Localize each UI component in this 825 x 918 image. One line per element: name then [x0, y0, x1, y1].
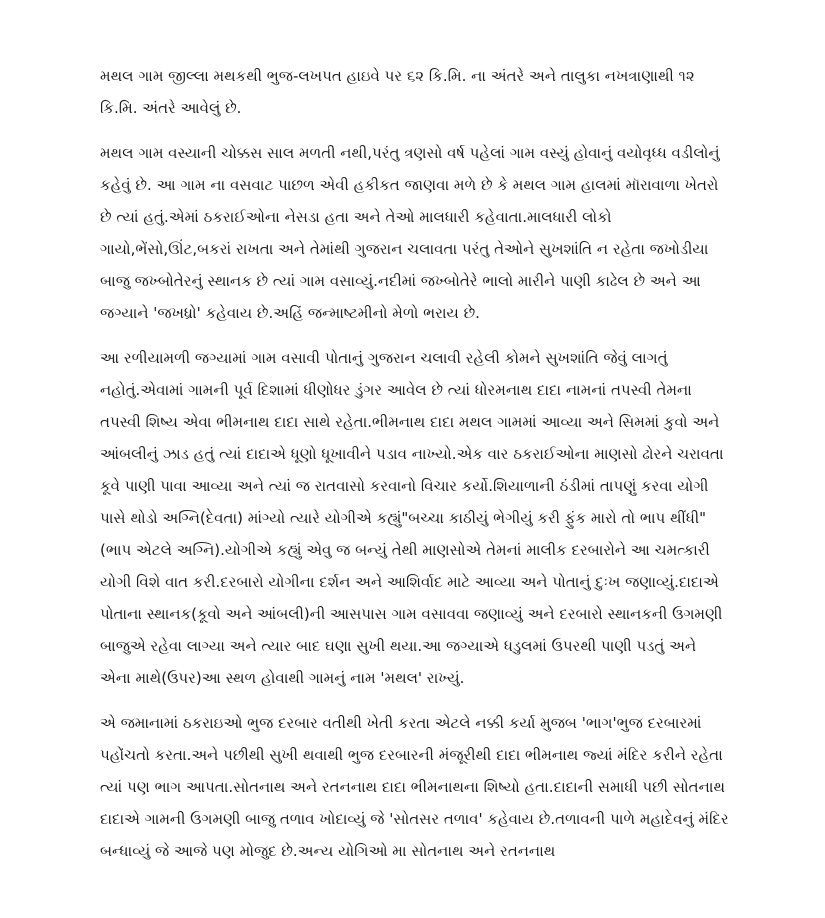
paragraph-history: મથલ ગામ વસ્યાની ચોક્કસ સાલ મળતી નથી,પરંતુ ત્રણસો વર્ષ પહેલાં ગામ વસ્યું હોવાનું વયોવૃધ્ધ વડીલોનું કહેવું છે. આ ગામ ના વસવાટ પાછળ એવી હકીકત જાણવા મળે છે કે મથલ ગામ હાલમાં મૉરાવાળા ખેતરો છે ત્યાં હતું.એમાં ઠકરાઈઓના નેસડા હતા અને તેઓ માલધારી કહેવાતા.માલધારી લોકો ગાયો,ભેંસો,ઊંટ,બકરાં રાખતા અને તેમાંથી ગુજરાન ચલાવતા પરંતુ તેઓને સુખશાંતિ ન રહેતા જખોડીયા બાજુ જખ્બોતેરનું સ્થાનક છે ત્યાં ગામ વસાવ્યું.નદીમાં જખ્બોતેરે ભાલો મારીને પાણી કાઢેલ છે અને આ જગ્યાને 'જખધ્રો' કહેવાય છે.અહિં જન્માષ્ટમીનો મેળો ભરાય છે.	[100, 144, 720, 322]
document-body	[100, 60, 730, 880]
paragraph-yogi-story: આ રળીયામળી જગ્યામાં ગામ વસાવી પોતાનું ગુજરાન ચલાવી રહેલી કોમને સુખશાંતિ જેવું લાગતું નહોતું.એવામાં ગામની પૂર્વ દિશામાં ધીણોધર ડુંગર આવેલ છે ત્યાં ધોરમનાથ દાદા નામનાં તપસ્વી તેમના તપસ્વી શિષ્ય એવા ભીમનાથ દાદા સાથે રહેતા.ભીમનાથ દાદા મથલ ગામમાં આવ્યા અને સિમમાં કુવો અને આંબલીનું ઝાડ હતું ત્યાં દાદાએ ધૂણો ધૂખાવીને પડાવ નાખ્યો.એક વાર ઠકરાઈઓના માણસો ઢોરને ચરાવતા કૂવે પાણી પાવા આવ્યા અને ત્યાં જ રાતવાસો કરવાનો વિચાર કર્યો.શિયાળાની ઠંડીમાં તાપણું કરવા યોગી પાસે થોડો અગ્નિ(દેવતા) માંગ્યો ત્યારે યોગીએ કહ્યું"બચ્ચા કાઠીયું ભેગીયું કરી ફુંક મારો તો ભાપ થીંધી"(ભાપ એટલે અગ્નિ).યોગીએ કહ્યું એવુ જ બન્યું તેથી માણસોએ તેમનાં માલીક દરબારોને આ ચમત્કારી યોગી વિશે વાત કરી.દરબારો યોગીના દર્શન અને આશિર્વાદ માટે આવ્યા અને પોતાનું દુઃખ જણાવ્યું.દાદાએ પોતાના સ્થાનક(કૂવો અને આંબલી)ની આસપાસ ગામ વસાવવા જણાવ્યું અને દરબારો સ્થાનકની ઉગમણી બાજુએ રહેવા લાગ્યા અને ત્યાર બાદ ઘણા સુખી થયા.આ જગ્યાએ ધડુલમાં ઉપરથી પાણી પડતું અને એના માથે(ઉપર)આ સ્થળ હોવાથી ગામનું નામ 'મથલ' રાખ્યું.	[100, 349, 724, 687]
paragraph-location: મથલ ગામ જીલ્લા મથકથી ભુજ-લખપત હાઇવે પર ૬૨ કિ.મિ. ના અંતરે અને તાલુકા નખત્રાણાથી ૧૨ કિ.મિ. અંતરે આવેલું છે.	[100, 67, 695, 117]
paragraph-temple: એ જમાનામાં ઠકરાઇઓ ભુજ દરબાર વતીથી ખેતી કરતા એટલે નક્કી કર્યા મુજબ 'ભાગ'ભુજ દરબારમાં પહોંચતો કરતા.અને પછીથી સુખી થવાથી ભુજ દરબારની મંજૂરીથી દાદા ભીમનાથ જ્યાં મંદિર કરીને રહેતા ત્યાં પણ ભાગ આપતા.સોતનાથ અને રતનનાથ દાદા ભીમનાથના શિષ્યો હતા.દાદાની સમાધી પછી સોતનાથ દાદાએ ગામની ઉગમણી બાજુ તળાવ ખોદાવ્યું જે 'સોતસર તળાવ' કહેવાય છે.તળાવની પાળે મહાદેવનું મંદિર બન્ધાવ્યું જે આજે પણ મોજુદ છે.અન્ય યોગિઓ મા સોતનાથ અને રતનનાથ	[100, 714, 729, 860]
